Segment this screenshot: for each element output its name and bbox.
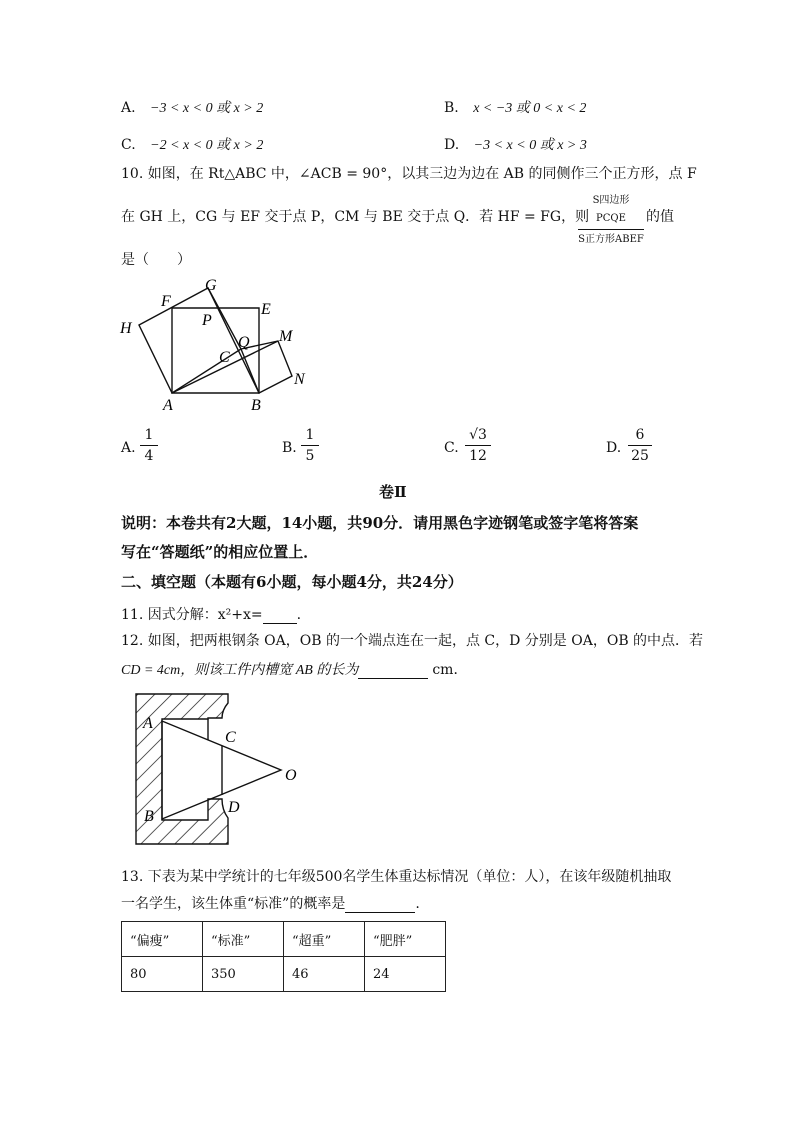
q10-option-c-value [465,426,491,465]
q10-option-a-value [140,426,158,465]
q12-line-2 [121,659,467,679]
section-heading: 二、填空题（本题有6小题，每小题4分，共24分） [121,573,463,591]
q10-option-c-den: 12 [469,448,487,464]
label-d-q12: D [228,799,240,816]
header-cell: “标准” [203,922,284,957]
q10-line-1: 10. 如图，在 Rt△ABC 中，∠ACB = 90°，以其三边为边在 AB 的同侧作三个正方形，点 F [121,166,697,182]
q9-option-d-label: D. [444,137,460,153]
q10-ratio-denominator: S正方形ABEF [578,234,644,245]
q10-option-d-den: 25 [631,448,649,464]
q13-answer-blank [345,912,415,913]
section-note-line-2: 写在“答题纸”的相应位置上． [121,543,319,561]
square-on-ac [139,288,241,393]
q12-line-2-end: cm． [432,662,468,678]
value-cell: 24 [365,957,446,992]
value-cell: 80 [122,957,203,992]
q10-option-d-num: 6 [635,427,645,443]
q11 [121,604,301,624]
q11-answer-blank [263,623,297,624]
label-e: E [261,301,271,318]
q9-option-a [121,97,263,117]
q10-figure [110,272,320,412]
q11-end: . [296,607,302,623]
q9-option-b-label: B. [444,100,459,116]
q10-option-a-num: 1 [144,427,154,443]
q10-ratio-numerator: S四边形PCQE [592,195,630,224]
q12-figure [125,688,305,850]
q12-line-1: 12. 如图，把两根钢条 OA，OB 的一个端点连在一起，点 C，D 分别是 OA，OB 的中点．若 [121,633,704,649]
q10-option-c-label: C. [444,440,459,456]
label-o-q12: O [285,767,297,784]
q13-line-2 [121,893,420,913]
q10-line-3: 是（ ） [121,252,191,268]
q10-option-b-num: 1 [305,427,315,443]
q11-text: 11. 因式分解：x²+x= [121,607,263,623]
q12-answer-blank [358,678,428,679]
q10-area-ratio [578,192,644,249]
header-cell: “肥胖” [365,922,446,957]
label-b-q12: B [144,808,154,825]
label-a: A [163,397,173,412]
q9-option-a-text: −3 < x < 0 或 x > 2 [150,101,264,116]
q9-option-b [444,97,586,117]
q10-option-d-label: D. [606,440,622,456]
q10-option-b-value [301,426,319,465]
section-title: 卷Ⅱ [379,483,407,501]
q9-option-c-label: C. [121,137,136,153]
q10-option-c-num: √3 [469,427,487,443]
q10-line-2-end: 的值 [646,209,674,225]
label-q: Q [238,334,250,351]
q13-line-2-text: 一名学生，该生体重“标准”的概率是 [121,896,346,912]
label-c: C [219,349,230,366]
label-f: F [161,293,171,310]
section-note-line-1: 说明：本卷共有2大题，14小题，共90分．请用黑色字迹钢笔或签字笔将答案 [121,514,639,532]
header-cell: “超重” [284,922,365,957]
q9-option-c [121,134,263,154]
label-m: M [279,328,293,345]
weight-table [121,921,446,992]
q10-option-d-value [628,426,652,465]
q9-option-c-text: −2 < x < 0 或 x > 2 [150,138,264,153]
q10-option-b-label: B. [282,440,297,456]
label-a-q12: A [143,715,153,732]
q9-option-a-label: A. [121,100,136,116]
table-row [122,957,446,992]
label-g: G [205,277,217,294]
q10-option-a-den: 4 [144,448,154,464]
q9-option-d [444,134,587,154]
q13-line-1: 13. 下表为某中学统计的七年级500名学生体重达标情况（单位：人），在该年级随机抽取 [121,869,672,885]
value-cell: 46 [284,957,365,992]
q9-option-b-text: x < −3 或 0 < x < 2 [473,101,587,116]
label-n: N [294,371,305,388]
q13-line-2-end: . [415,896,420,912]
q10-option-a-label: A. [121,440,136,456]
line-g-b [208,288,259,393]
value-cell: 350 [203,957,284,992]
table-header-row [122,922,446,957]
label-h: H [120,320,132,337]
label-p: P [202,312,212,329]
q10-line-2: 在 GH 上，CG 与 EF 交于点 P，CM 与 BE 交于点 Q．若 HF = FG，则 [121,209,590,225]
q12-line-2-text: CD = 4cm，则该工件内槽宽 AB 的长为 [121,663,359,678]
q9-option-d-text: −3 < x < 0 或 x > 3 [473,138,587,153]
label-c-q12: C [225,729,236,746]
header-cell: “偏瘦” [122,922,203,957]
label-b: B [251,397,261,412]
q10-option-b-den: 5 [305,448,315,464]
